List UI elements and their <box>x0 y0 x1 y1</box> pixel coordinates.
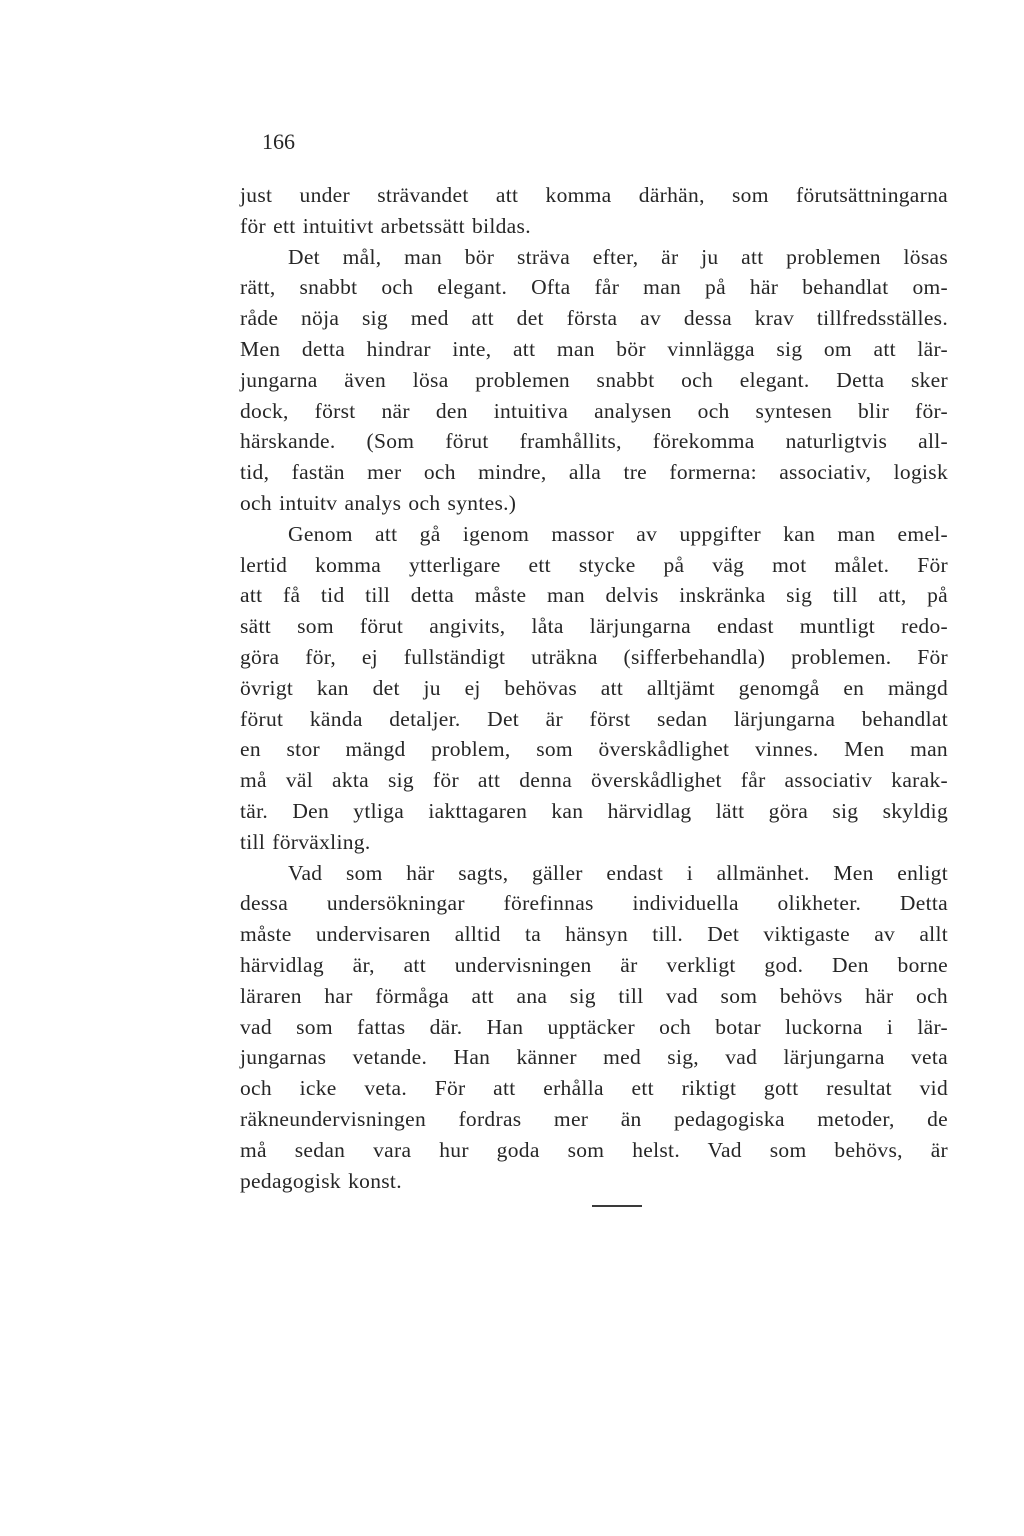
text-line: må väl akta sig för att denna överskådlighet får associativ karak- <box>240 768 948 793</box>
text-line: Vad som här sagts, gäller endast i allmänhet. Men enligt <box>288 860 948 885</box>
text-line: härskande. (Som förut framhållits, förekomma naturligtvis all- <box>240 429 948 454</box>
text-line: måste undervisaren alltid ta hänsyn till. Det viktigaste av allt <box>240 922 948 947</box>
text-line: jungarnas vetande. Han känner med sig, vad lärjungarna veta <box>240 1045 948 1070</box>
text-line: pedagogisk konst. <box>240 1168 402 1193</box>
text-line: övrigt kan det ju ej behövas att alltjämt genomgå en mängd <box>240 675 948 700</box>
text-line: göra för, ej fullständigt uträkna (sifferbehandla) problemen. För <box>240 644 948 669</box>
text-line: dessa undersökningar förefinnas individuella olikheter. Detta <box>240 891 948 916</box>
text-line: härvidlag är, att undervisningen är verkligt god. Den borne <box>240 952 948 977</box>
text-line: jungarna även lösa problemen snabbt och elegant. Detta sker <box>240 367 948 392</box>
text-line: och icke veta. För att erhålla ett riktigt gott resultat vid <box>240 1076 948 1101</box>
text-line: vad som fattas där. Han upptäcker och botar luckorna i lär- <box>240 1014 948 1039</box>
text-line: råde nöja sig med att det första av dessa krav tillfredsställes. <box>240 306 948 331</box>
text-line: sätt som förut angivits, låta lärjungarna endast muntligt redo- <box>240 614 948 639</box>
text-line: rätt, snabbt och elegant. Ofta får man på här behandlat om- <box>240 275 948 300</box>
text-line: just under strävandet att komma därhän, som förutsättningarna <box>240 183 948 207</box>
body-text <box>240 180 948 1196</box>
text-line: en stor mängd problem, som överskådlighet vinnes. Men man <box>240 737 948 762</box>
text-line: förut kända detaljer. Det är först sedan lärjungarna behandlat <box>240 706 948 731</box>
page-number: 166 <box>262 129 295 154</box>
text-line: Men detta hindrar inte, att man bör vinnlägga sig om att lär- <box>240 336 948 361</box>
text-line: läraren har förmåga att ana sig till vad som behövs här och <box>240 983 948 1008</box>
text-line: räkneundervisningen fordras mer än pedagogiska metoder, de <box>240 1106 948 1131</box>
text-line: dock, först när den intuitiva analysen och syntesen blir för- <box>240 398 948 423</box>
text-line: Genom att gå igenom massor av uppgifter kan man emel- <box>288 521 948 546</box>
text-line: lertid komma ytterligare ett stycke på väg mot målet. För <box>240 552 948 577</box>
text-line: till förväxling. <box>240 829 371 854</box>
text-line: att få tid till detta måste man delvis inskränka sig till att, på <box>240 583 948 608</box>
section-end-rule <box>592 1205 642 1207</box>
text-line: och intuitv analys och syntes.) <box>240 490 517 515</box>
text-line: tär. Den ytliga iakttagaren kan härvidlag lätt göra sig skyldig <box>240 798 948 823</box>
text-line: må sedan vara hur goda som helst. Vad som behövs, är <box>240 1137 948 1162</box>
text-line: tid, fastän mer och mindre, alla tre formerna: associativ, logisk <box>240 460 948 485</box>
text-line: Det mål, man bör sträva efter, är ju att problemen lösas <box>288 244 948 269</box>
text-line: för ett intuitivt arbetssätt bildas. <box>240 213 531 238</box>
